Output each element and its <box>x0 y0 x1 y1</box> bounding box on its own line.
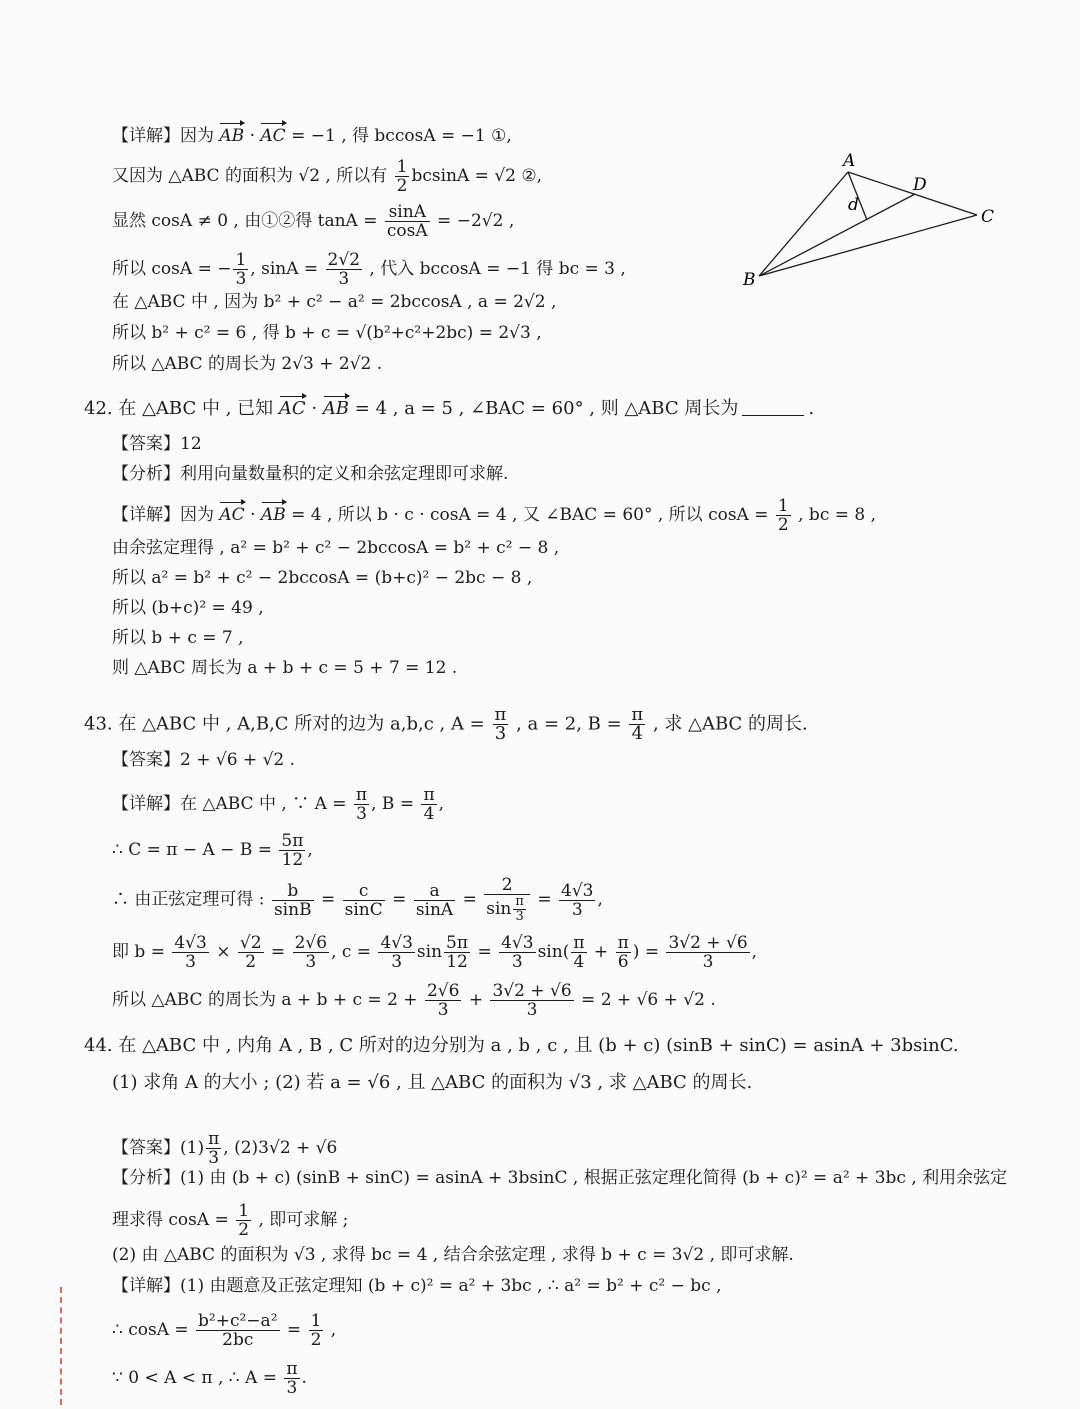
vector-ab: AB <box>219 126 245 146</box>
q43-answer: 【答案】2 + √6 + √2 . <box>112 750 296 770</box>
prev-line-1: 【详解】因为 AB · AC = −1 , 得 bccosA = −1 ①, <box>112 126 512 146</box>
q42-detail-6: 则 △ABC 周长为 a + b + c = 5 + 7 = 12 . <box>112 658 458 678</box>
edge-bc <box>759 215 977 276</box>
q44-analysis-1: 【分析】(1) 由 (b + c) (sinB + sinC) = asinA + 3bsinC , 根据正弦定理化简得 (b + c)² = a² + 3bc , 利用余弦定 <box>112 1168 1008 1188</box>
q42-detail-3: 所以 a² = b² + c² − 2bccosA = (b+c)² − 2bc − 8 , <box>112 568 533 588</box>
q43-stem: 43. 在 △ABC 中 , A,B,C 所对的边为 a,b,c , A = $\frac{\pi}{3}$ , a = 2, B = $\frac{\pi}{4}$ , 求 △ABC 的周长. <box>84 704 808 744</box>
q44-stem: 44. 在 △ABC 中 , 内角 A , B , C 所对的边分别为 a , b , c , 且 (b + c) (sinB + sinC) = asinA + 3bsinC. <box>84 1035 959 1056</box>
prev-line-2: 又因为 △ABC 的面积为 √2 , 所以有 $\frac{1}{2}$ bcsinA = √2 ②, <box>112 157 543 196</box>
label-b: B <box>743 270 756 290</box>
edge-ab <box>759 172 848 276</box>
q42-detail-1: 【详解】因为 AC · AB = 4 , 所以 b · c · cosA = 4 , 又 ∠BAC = 60° , 所以 cosA = $\frac{1}{2}$ , bc = 8 , <box>112 496 877 535</box>
label-c: C <box>981 207 995 227</box>
label-d: D <box>913 175 927 195</box>
prev-line-3: 显然 cosA ≠ 0 , 由①②得 tanA = $\frac{\sin A}{\cos A}$ = −2√2 , <box>112 202 515 241</box>
q42-stem: 42. 在 △ABC 中 , 已知 AC · AB = 4 , a = 5 , ∠BAC = 60° , 则 △ABC 周长为 . <box>84 398 815 419</box>
q42-detail-2: 由余弦定理得 , a² = b² + c² − 2bccosA = b² + c² − 8 , <box>112 538 560 558</box>
prev-line-4: 所以 cosA = − $\frac{1}{3}$ , sinA = $\frac{2√2}{3}$ , 代入 bccosA = −1 得 bc = 3 , <box>112 250 626 289</box>
q44-answer: 【答案】(1) $\frac{\pi}{3}$ , (2)3√2 + √6 <box>112 1129 338 1168</box>
q42-analysis: 【分析】利用向量数量积的定义和余弦定理即可求解. <box>112 464 509 484</box>
q44-stem-parts: (1) 求角 A 的大小 ; (2) 若 a = √6 , 且 △ABC 的面积为 √3 , 求 △ABC 的周长. <box>112 1072 753 1093</box>
binding-margin-dashes <box>60 1287 62 1405</box>
q42-answer: 【答案】12 <box>112 434 202 454</box>
q43-step-5: 所以 △ABC 的周长为 a + b + c = 2 + $\frac{2√6}{3}$ + $\frac{3√2 + √6}{3}$ = 2 + √6 + √2 . <box>112 981 716 1020</box>
q43-step-2: ∴ C = π − A − B = $\frac{5\pi}{12}$ , <box>112 831 313 870</box>
q44-detail-1: 【详解】(1) 由题意及正弦定理知 (b + c)² = a² + 3bc , ∴ a² = b² + c² − bc , <box>112 1276 722 1296</box>
q43-step-4: 即 b = $\frac{4√3}{3}$ × $\frac{√2}{2}$ = $\frac{2√6}{3}$ , c = $\frac{4√3}{3}$ sin $\frac{5\pi}{12}$ = $\frac{4√3}{3}$ sin( $\frac{\pi}{4}$ + $\frac{\pi}{6}$ ) = $\frac{3√2 + √6}{3}$ , <box>112 933 758 972</box>
q44-detail-3: ∵ 0 < A < π , ∴ A = $\frac{\pi}{3}$ . <box>112 1359 307 1398</box>
q43-step-3: ∴ 由正弦定理可得 : $\frac{b}{\sin B}$ = $\frac{c}{\sin C}$ = $\frac{a}{\sin A}$ = 2 sin $\frac{\pi}{3}$ = $\frac{4√3}{3}$ , <box>112 875 603 924</box>
median-bd <box>759 194 915 276</box>
prev-line-5: 在 △ABC 中 , 因为 b² + c² − a² = 2bccosA , a = 2√2 , <box>112 292 557 312</box>
q42-detail-5: 所以 b + c = 7 , <box>112 628 244 648</box>
prev-line-6: 所以 b² + c² = 6 , 得 b + c = √(b²+c²+2bc) = 2√3 , <box>112 323 542 343</box>
q43-step-1: 【详解】在 △ABC 中 , ∵ A = $\frac{\pi}{3}$ , B = $\frac{\pi}{4}$ , <box>112 785 445 824</box>
answer-blank <box>742 415 804 416</box>
prev-line-7: 所以 △ABC 的周长为 2√3 + 2√2 . <box>112 354 383 374</box>
q44-analysis-2: 理求得 cosA = $\frac{1}{2}$ , 即可求解 ; <box>112 1201 349 1240</box>
label-d-lower: d <box>848 195 859 215</box>
q44-analysis-3: (2) 由 △ABC 的面积为 √3 , 求得 bc = 4 , 结合余弦定理 , 求得 b + c = 3√2 , 即可求解. <box>112 1245 794 1265</box>
q42-detail-4: 所以 (b+c)² = 49 , <box>112 598 264 618</box>
label-a: A <box>843 151 856 171</box>
vector-ac: AC <box>260 126 286 146</box>
triangle-figure <box>735 150 1005 295</box>
q44-detail-2: ∴ cosA = $\frac{\text{b²+c²−a²}}{2bc}$ = $\frac{1}{2}$ , <box>112 1311 337 1350</box>
